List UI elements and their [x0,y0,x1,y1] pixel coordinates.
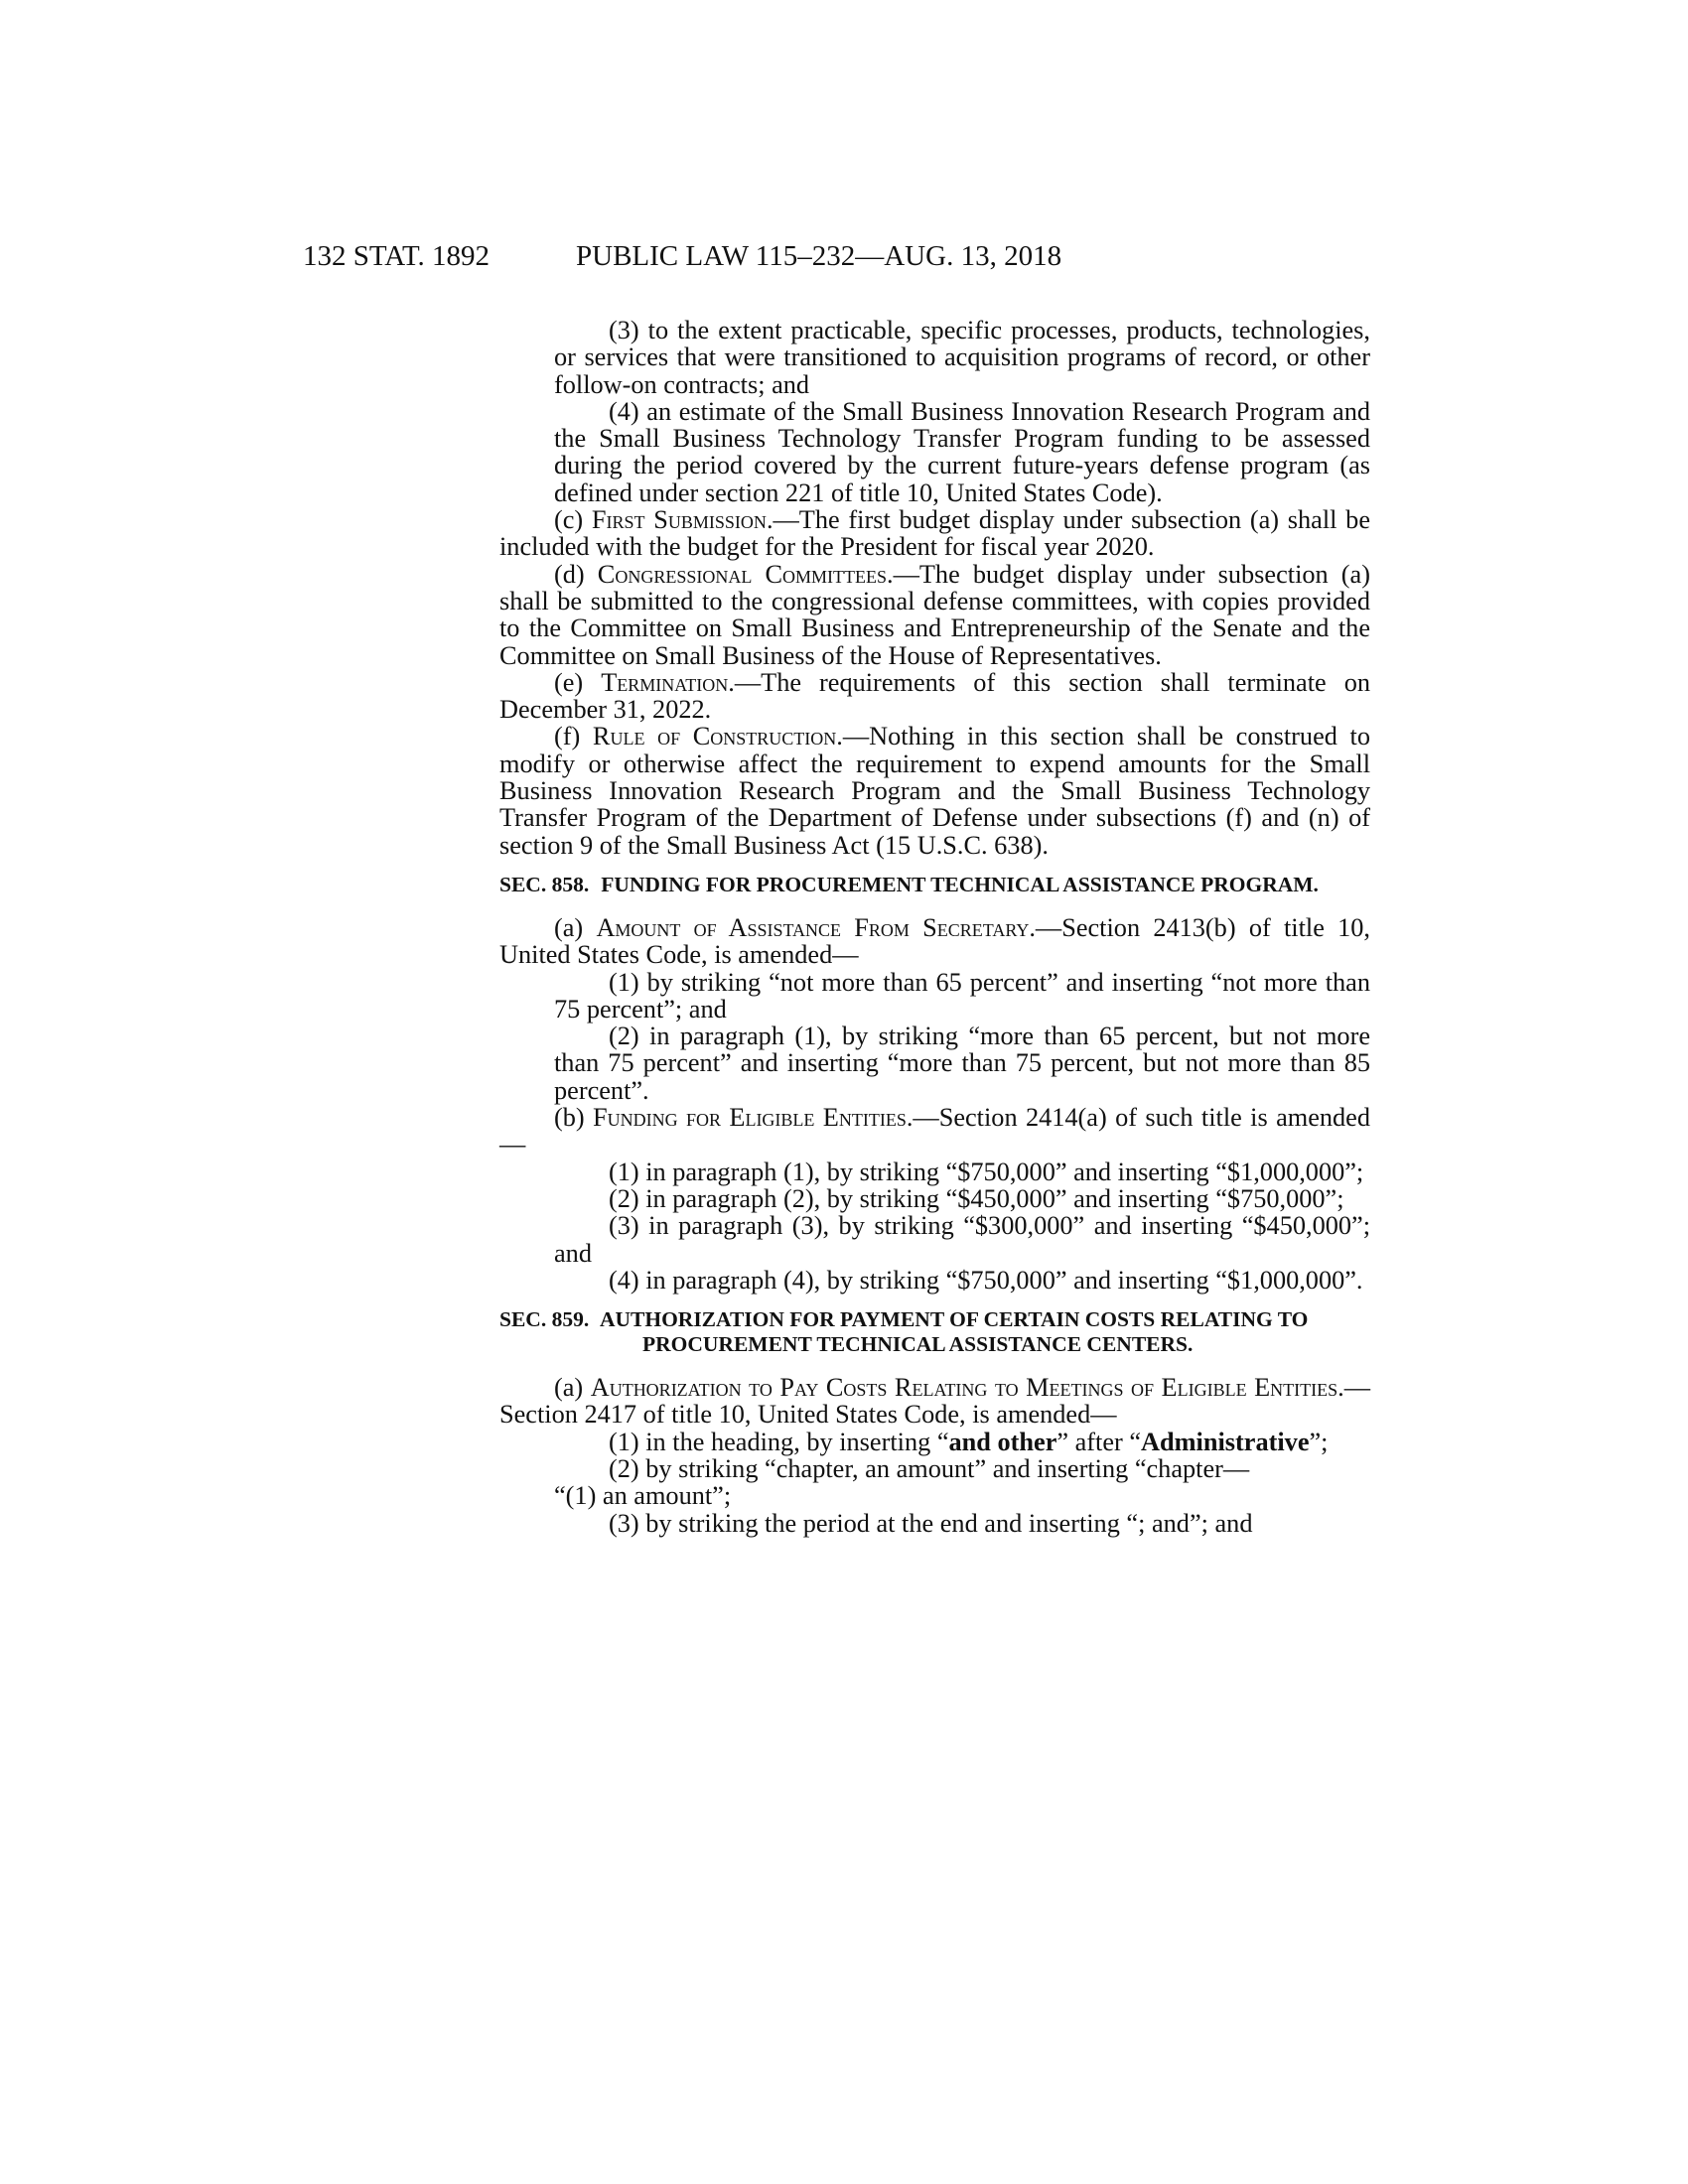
subsection-d-heading: Congressional Committees [597,559,887,589]
subsection-e: (e) Termination.—The requirements of this section shall terminate on December 31, 2022. [499,667,1370,725]
subsection-c: (c) First Submission.—The first budget display under subsection (a) shall be included with the budget for the President for fiscal year 2020. [499,505,1370,562]
section-858-heading [499,873,1370,897]
sec858-subsection-a: (a) Amount of Assistance From Secretary.—Section 2413(b) of title 10, United States Code, is amended— [499,912,1370,970]
section-859-number: SEC. 859. [499,1307,590,1332]
bold-text: and other [948,1427,1057,1456]
sec858-subsection-b: (b) Funding for Eligible Entities.—Section 2414(a) of such title is amended— [499,1103,1370,1160]
sec859-a-heading: Authorization to Pay Costs Relating to Meetings of Eligible Entities [590,1373,1338,1403]
subsection-d: (d) Congressional Committees.—The budget display under subsection (a) shall be submitted to the congressional defense committees, with copies provided to the Committee on Small Business and Entrepreneurship of the Senate and the Committee on Small Business of the House of Representatives. [499,559,1370,670]
sec858-a-heading: Amount of Assistance From Secretary [596,912,1030,942]
sec858-b-item: (3) in paragraph (3), by striking “$300,000” and inserting “$450,000”; and [554,1211,1370,1268]
paragraph-4: (4) an estimate of the Small Business Innovation Research Program and the Small Business Technology Transfer Program funding to be assessed during the period covered by the current future-years defense program (as defined under section 221 of title 10, United States Code). [554,396,1370,507]
sec858-a-item: (2) in paragraph (1), by striking “more than 65 percent, but not more than 75 percent” and inserting “more than 75 percent, but not more than 85 percent”. [554,1022,1370,1105]
sec859-item-3: (3) by striking the period at the end and inserting “; and”; and [609,1508,1253,1538]
sec859-item-1: (1) in the heading, by inserting “and other” after “Administrative”; [609,1427,1329,1456]
sec858-b-item: (1) in paragraph (1), by striking “$750,000” and inserting “$1,000,000”; [609,1157,1364,1186]
section-858-number: SEC. 858. [499,872,590,896]
subsection-f: (f) Rule of Construction.—Nothing in this section shall be construed to modify or otherwise affect the requirement to expend amounts for the Small Business Innovation Research Program and the Small Business Technology Transfer Program of the Department of Defense under subsections (f) and (n) of section 9 of the Small Business Act (15 U.S.C. 638). [499,722,1370,860]
sec858-b-item: (2) in paragraph (2), by striking “$450,000” and inserting “$750,000”; [609,1183,1344,1213]
sec859-subsection-a: (a) Authorization to Pay Costs Relating to Meetings of Eligible Entities.—Section 2417 of title 10, United States Code, is amended— [499,1373,1370,1430]
section-859-title: AUTHORIZATION FOR PAYMENT OF CERTAIN COSTS RELATING TO PROCUREMENT TECHNICAL ASSISTANCE CENTERS. [599,1307,1309,1357]
sec858-a-item: (1) by striking “not more than 65 percent” and inserting “not more than 75 percent”; and [554,967,1370,1024]
public-law-title: PUBLIC LAW 115–232—AUG. 13, 2018 [576,240,1062,272]
paragraph-3: (3) to the extent practicable, specific processes, products, technologies, or services that were transitioned to acquisition programs of record, or other follow-on contracts; and [554,316,1370,399]
subsection-e-heading: Termination [601,667,729,697]
sec859-item-2: (2) by striking “chapter, an amount” and inserting “chapter— [609,1453,1250,1483]
sec858-b-heading: Funding for Eligible Entities [593,1103,907,1133]
section-859-heading [499,1307,1370,1357]
sec859-item-2-quote: “(1) an amount”; [554,1481,732,1511]
section-858-title: FUNDING FOR PROCUREMENT TECHNICAL ASSISTANCE PROGRAM. [601,872,1319,896]
document-body [499,317,1370,1537]
subsection-c-heading: First Submission [591,505,767,535]
subsection-f-heading: Rule of Construction [592,722,837,751]
running-header [0,240,1688,280]
stat-page-number: 132 STAT. 1892 [303,240,491,272]
sec858-b-item: (4) in paragraph (4), by striking “$750,000” and inserting “$1,000,000”. [609,1265,1363,1295]
bold-text: Administrative [1141,1427,1310,1456]
